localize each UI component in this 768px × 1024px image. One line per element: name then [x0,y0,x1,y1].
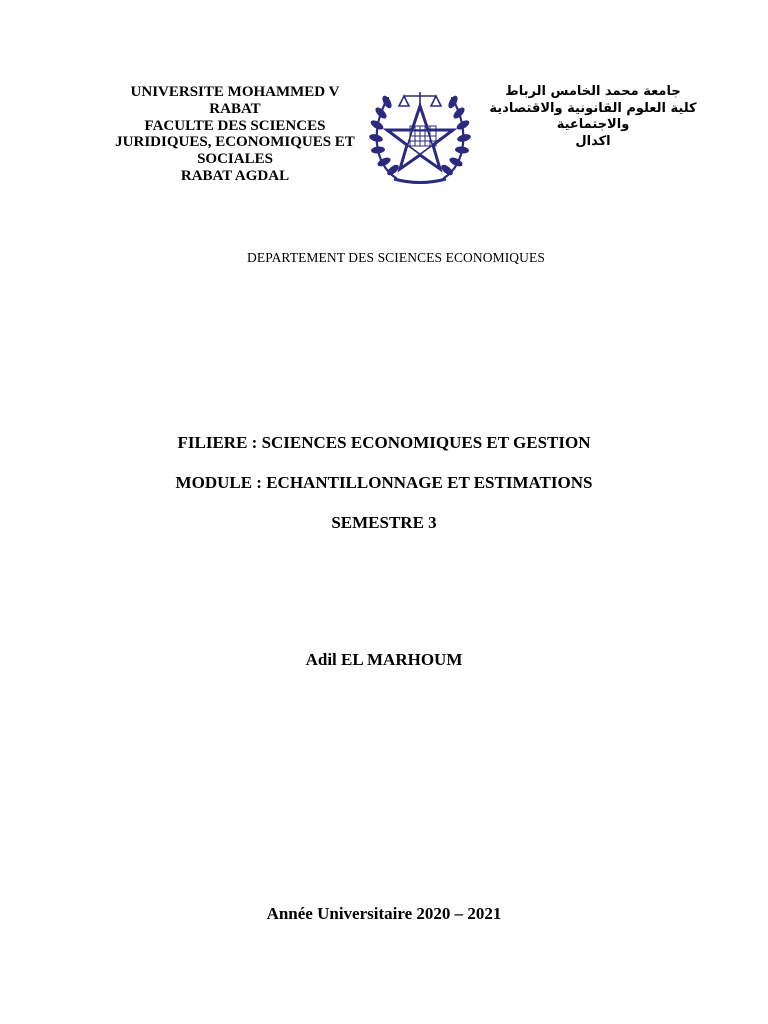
filiere-title: FILIERE : SCIENCES ECONOMIQUES ET GESTION [177,433,591,452]
university-name-arabic [488,84,698,150]
arabic-line-1: جامعة محمد الخامس الرباط [505,84,681,99]
module-title: MODULE : ECHANTILLONNAGE ET ESTIMATIONS [175,473,593,492]
header-line-2: RABAT [209,100,261,117]
header-line-3: FACULTE DES SCIENCES [144,117,326,134]
header-line-1: UNIVERSITE MOHAMMED V [130,84,340,100]
department-name: DEPARTEMENT DES SCIENCES ECONOMIQUES [247,250,545,265]
academic-year: Année Universitaire 2020 – 2021 [266,904,502,923]
semester-title: SEMESTRE 3 [331,513,437,532]
header-line-6: RABAT AGDAL [180,167,290,184]
header-line-4: JURIDIQUES, ECONOMIQUES ET [115,134,355,151]
author-name: Adil EL MARHOUM [305,650,463,669]
university-emblem-icon [366,80,474,186]
arabic-line-3: والاجتماعية [556,117,630,132]
university-name-french [90,84,380,185]
header-line-5: SOCIALES [197,151,273,168]
arabic-line-4: اكدال [575,133,611,149]
arabic-line-2: كلية العلوم القانونية والاقتصادية [489,100,697,116]
